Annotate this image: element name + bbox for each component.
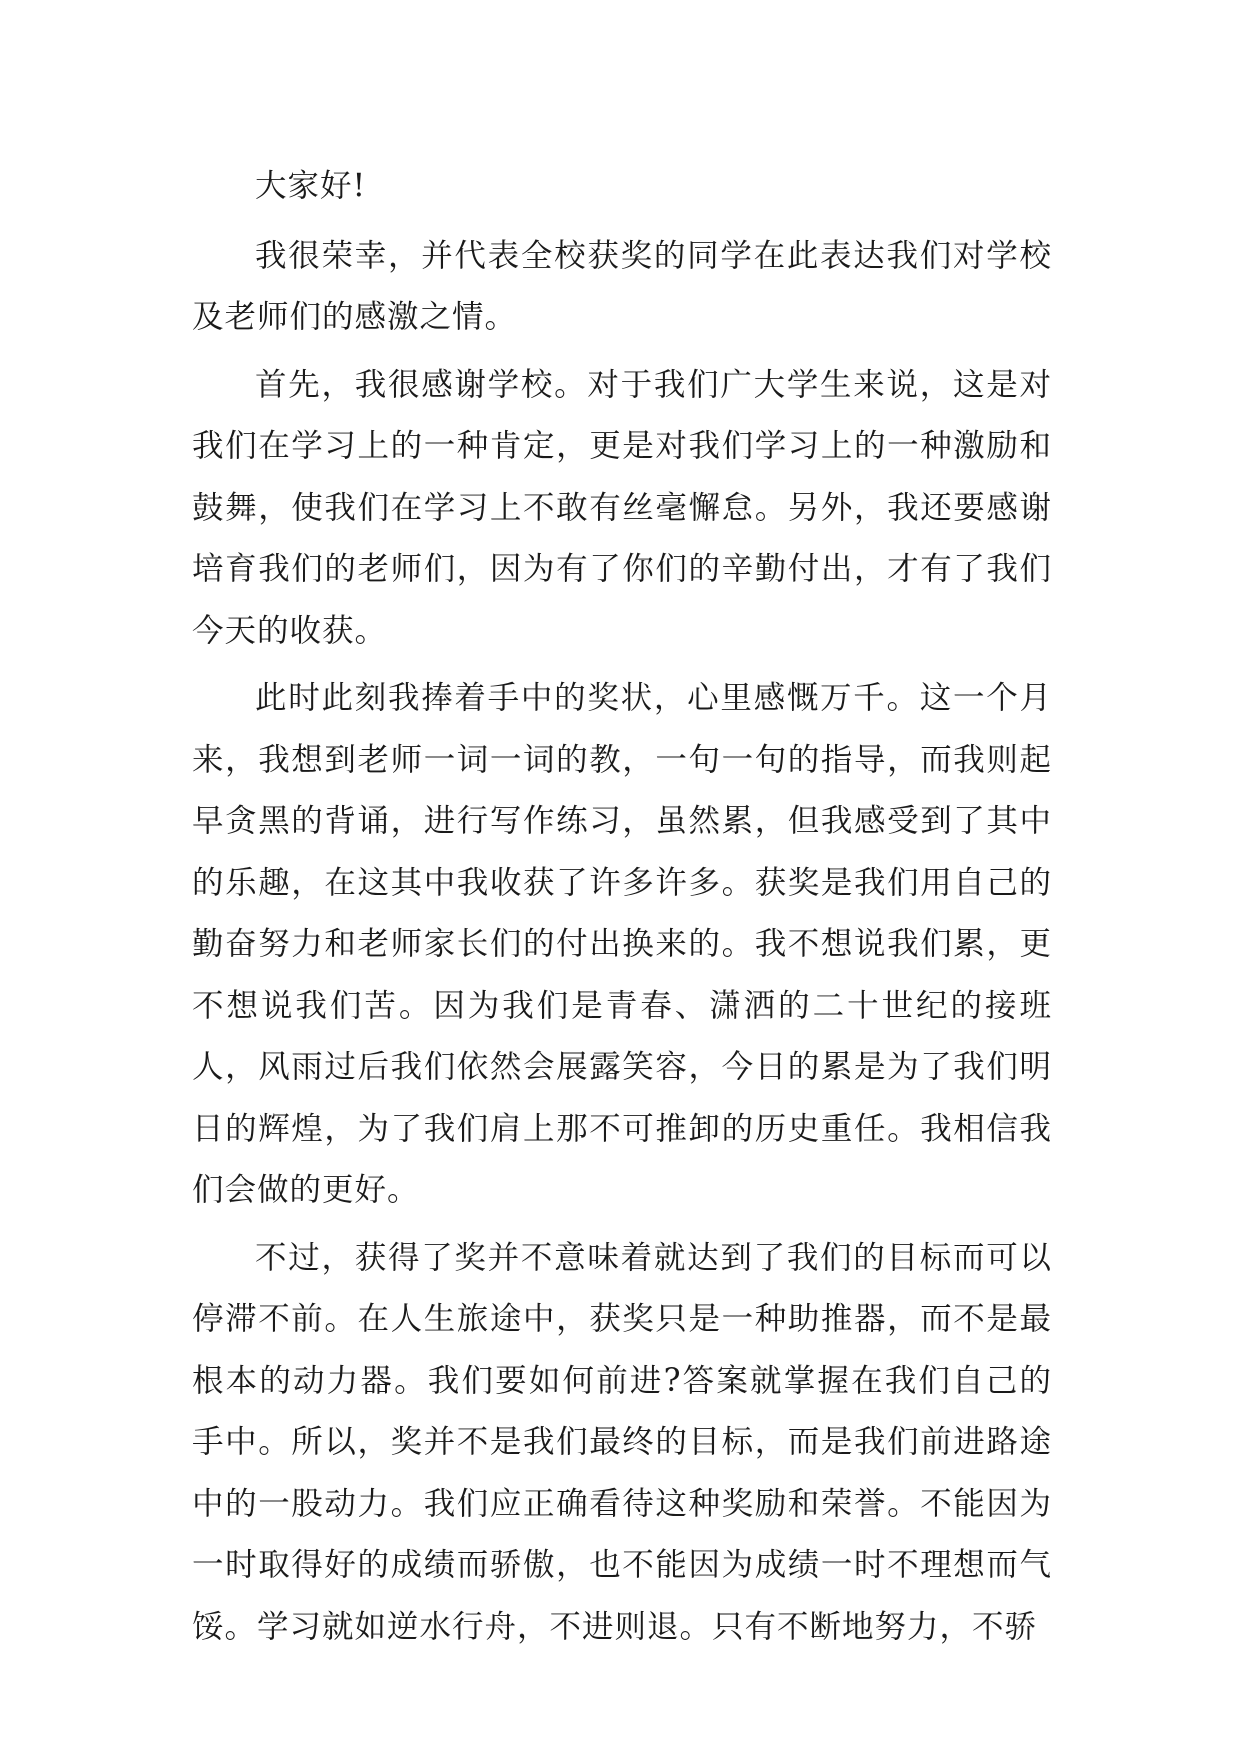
paragraph-3: 此时此刻我捧着手中的奖状，心里感慨万千。这一个月来，我想到老师一词一词的教，一句一句的指导，而我则起早贪黑的背诵，进行写作练习，虽然累，但我感受到了其中的乐趣，在这其中我收获了许多许多。获奖是我们用自己的勤奋努力和老师家长们的付出换来的。我不想说我们累，更不想说我们苦。因为我们是青春、潇洒的二十世纪的接班人，风雨过后我们依然会展露笑容，今日的累是为了我们明日的辉煌，为了我们肩上那不可推卸的历史重任。我相信我们会做的更好。: [192, 680, 1052, 1208]
greeting-line: 大家好!: [255, 168, 367, 204]
paragraph-1: 我很荣幸，并代表全校获奖的同学在此表达我们对学校及老师们的感激之情。: [192, 237, 1052, 335]
speech-text: [192, 156, 1052, 1664]
paragraph-2: 首先，我很感谢学校。对于我们广大学生来说，这是对我们在学习上的一种肯定，更是对我们学习上的一种激励和鼓舞，使我们在学习上不敢有丝毫懈怠。另外，我还要感谢培育我们的老师们，因为有了你们的辛勤付出，才有了我们今天的收获。: [192, 366, 1052, 649]
paragraph-4: 不过，获得了奖并不意味着就达到了我们的目标而可以停滞不前。在人生旅途中，获奖只是一种助推器，而不是最根本的动力器。我们要如何前进?答案就掌握在我们自己的手中。所以，奖并不是我们最终的目标，而是我们前进路途中的一股动力。我们应正确看待这种奖励和荣誉。不能因为一时取得好的成绩而骄傲，也不能因为成绩一时不理想而气馁。学习就如逆水行舟，不进则退。只有不断地努力，不骄: [192, 1239, 1052, 1645]
